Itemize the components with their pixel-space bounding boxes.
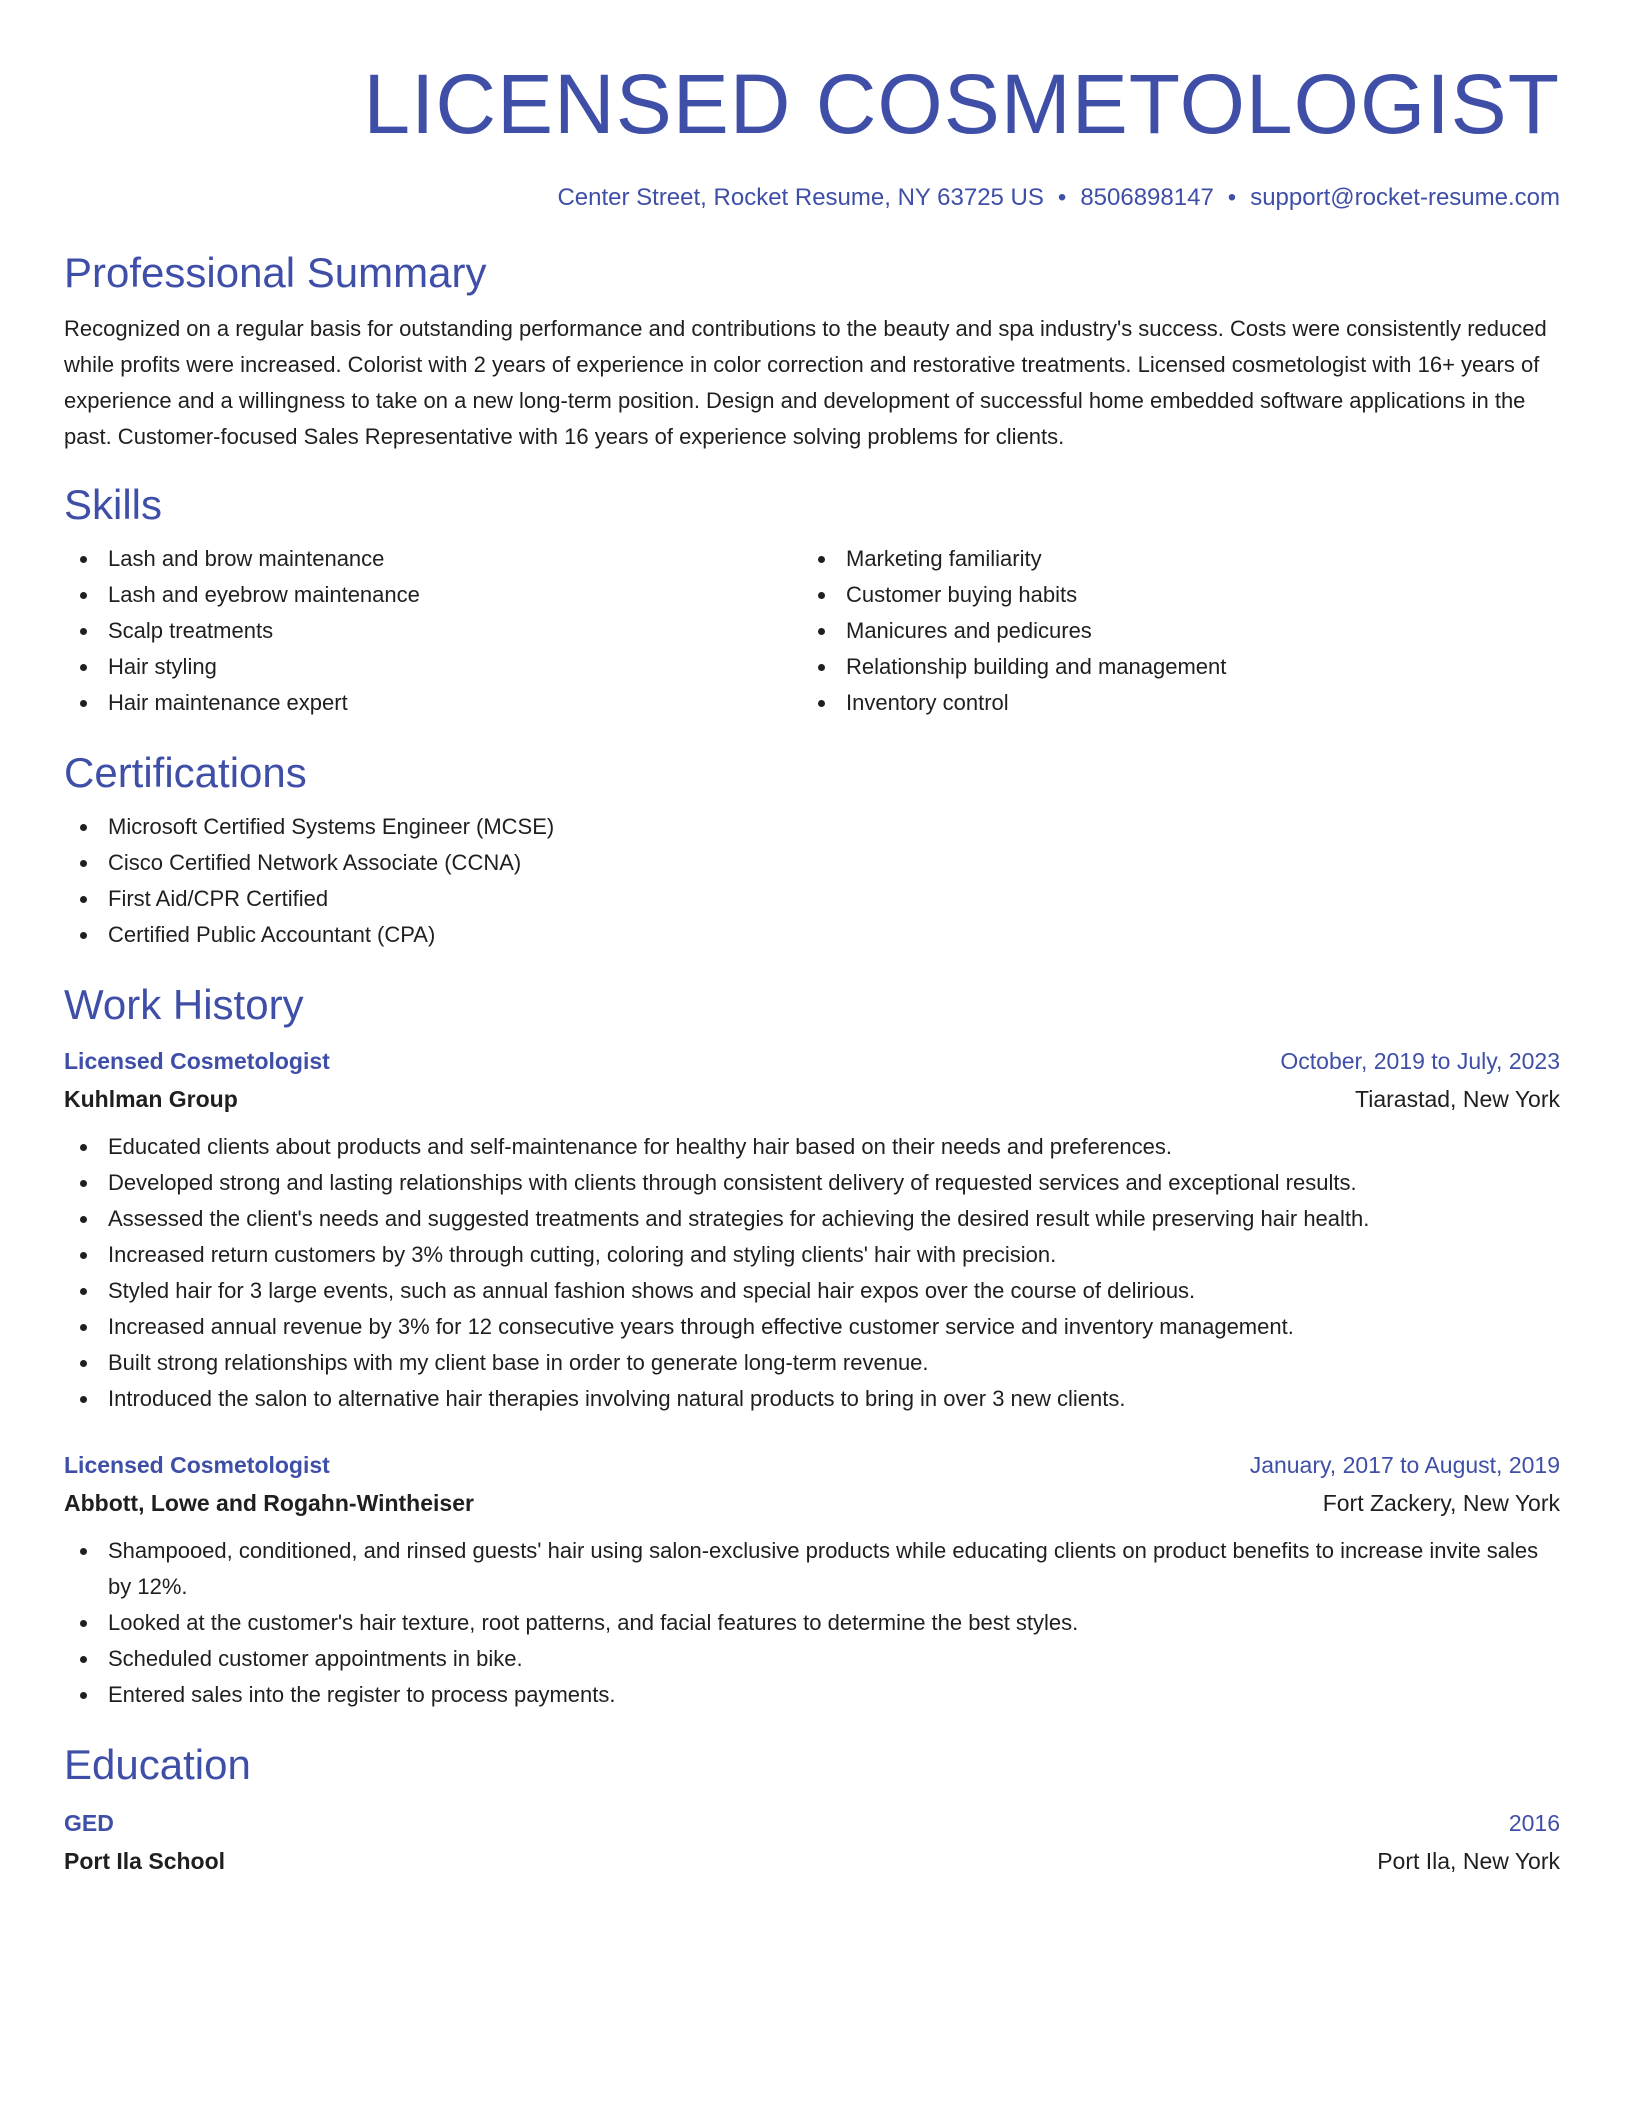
list-item: First Aid/CPR Certified	[64, 881, 1560, 917]
job-dates: October, 2019 to July, 2023	[1280, 1048, 1560, 1074]
list-item: Educated clients about products and self-maintenance for healthy hair based on their needs and preferences.	[64, 1129, 1560, 1165]
summary-text: Recognized on a regular basis for outstanding performance and contributions to the beauty and spa industry's success. Costs were consistently reduced while profits were increased. Colorist with 2 years of experience in color correction and restorative treatments. Licensed cosmetologist with 16+ years of experience and a willingness to take on a new long-term position. Design and development of successful home embedded software applications in the past. Customer-focused Sales Representative with 16 years of experience solving problems for clients.	[64, 316, 1547, 449]
education-school-row	[64, 1841, 1560, 1881]
list-item: Shampooed, conditioned, and rinsed guests' hair using salon-exclusive products while educating clients on product benefits to increase invite sales by 12%.	[64, 1533, 1560, 1605]
list-item: Cisco Certified Network Associate (CCNA)	[64, 845, 1560, 881]
contact-phone: 8506898147	[1080, 184, 1214, 211]
list-item: Hair styling	[64, 649, 802, 685]
contact-separator: •	[1227, 184, 1237, 211]
contact-separator: •	[1057, 184, 1067, 211]
job-company: Kuhlman Group	[64, 1086, 238, 1112]
list-item: Microsoft Certified Systems Engineer (MCSE)	[64, 809, 1560, 845]
skills-list-left	[64, 541, 802, 721]
education-year: 2016	[1508, 1810, 1560, 1836]
education-degree: GED	[64, 1810, 114, 1836]
list-item: Customer buying habits	[802, 577, 1540, 613]
work-history-heading: Work History	[64, 981, 304, 1028]
job-entry	[64, 1447, 1560, 1713]
skills-list-right	[802, 541, 1540, 721]
job-bullets	[64, 1533, 1560, 1713]
job-company-row	[64, 1079, 1560, 1119]
list-item: Inventory control	[802, 685, 1540, 721]
summary-heading: Professional Summary	[64, 249, 487, 296]
job-title: Licensed Cosmetologist	[64, 1452, 330, 1478]
job-header-row	[64, 1043, 1560, 1079]
skills-heading: Skills	[64, 481, 163, 528]
list-item: Hair maintenance expert	[64, 685, 802, 721]
list-item: Built strong relationships with my client base in order to generate long-term revenue.	[64, 1345, 1560, 1381]
list-item: Developed strong and lasting relationships with clients through consistent delivery of requested services and exceptional results.	[64, 1165, 1560, 1201]
contact-email: support@rocket-resume.com	[1250, 184, 1560, 211]
list-item: Lash and eyebrow maintenance	[64, 577, 802, 613]
job-entry	[64, 1043, 1560, 1417]
list-item: Certified Public Accountant (CPA)	[64, 917, 1560, 953]
list-item: Increased return customers by 3% through cutting, coloring and styling clients' hair with precision.	[64, 1237, 1560, 1273]
certifications-heading: Certifications	[64, 749, 307, 796]
job-location: Tiarastad, New York	[1355, 1086, 1560, 1112]
skills-grid	[64, 541, 1560, 721]
resume-page	[64, 0, 1560, 1881]
contact-address: Center Street, Rocket Resume, NY 63725 US	[557, 184, 1044, 211]
education-header-row	[64, 1805, 1560, 1841]
list-item: Introduced the salon to alternative hair therapies involving natural products to bring in over 3 new clients.	[64, 1381, 1560, 1417]
education-entry	[64, 1805, 1560, 1881]
list-item: Scalp treatments	[64, 613, 802, 649]
list-item: Marketing familiarity	[802, 541, 1540, 577]
list-item: Lash and brow maintenance	[64, 541, 802, 577]
certifications-list	[64, 809, 1560, 953]
list-item: Entered sales into the register to process payments.	[64, 1677, 1560, 1713]
education-heading: Education	[64, 1741, 251, 1788]
education-school: Port Ila School	[64, 1848, 226, 1874]
list-item: Assessed the client's needs and suggested treatments and strategies for achieving the desired result while preserving hair health.	[64, 1201, 1560, 1237]
list-item: Styled hair for 3 large events, such as annual fashion shows and special hair expos over the course of delirious.	[64, 1273, 1560, 1309]
list-item: Relationship building and management	[802, 649, 1540, 685]
contact-line	[64, 182, 1560, 214]
job-company: Abbott, Lowe and Rogahn-Wintheiser	[64, 1490, 474, 1516]
job-location: Fort Zackery, New York	[1322, 1490, 1560, 1516]
job-header-row	[64, 1447, 1560, 1483]
education-location: Port Ila, New York	[1377, 1848, 1560, 1874]
job-company-row	[64, 1483, 1560, 1523]
job-title: Licensed Cosmetologist	[64, 1048, 330, 1074]
list-item: Scheduled customer appointments in bike.	[64, 1641, 1560, 1677]
resume-title: LICENSED COSMETOLOGIST	[363, 57, 1560, 151]
list-item: Increased annual revenue by 3% for 12 consecutive years through effective customer service and inventory management.	[64, 1309, 1560, 1345]
job-dates: January, 2017 to August, 2019	[1249, 1452, 1560, 1478]
list-item: Manicures and pedicures	[802, 613, 1540, 649]
job-bullets	[64, 1129, 1560, 1417]
list-item: Looked at the customer's hair texture, root patterns, and facial features to determine the best styles.	[64, 1605, 1560, 1641]
